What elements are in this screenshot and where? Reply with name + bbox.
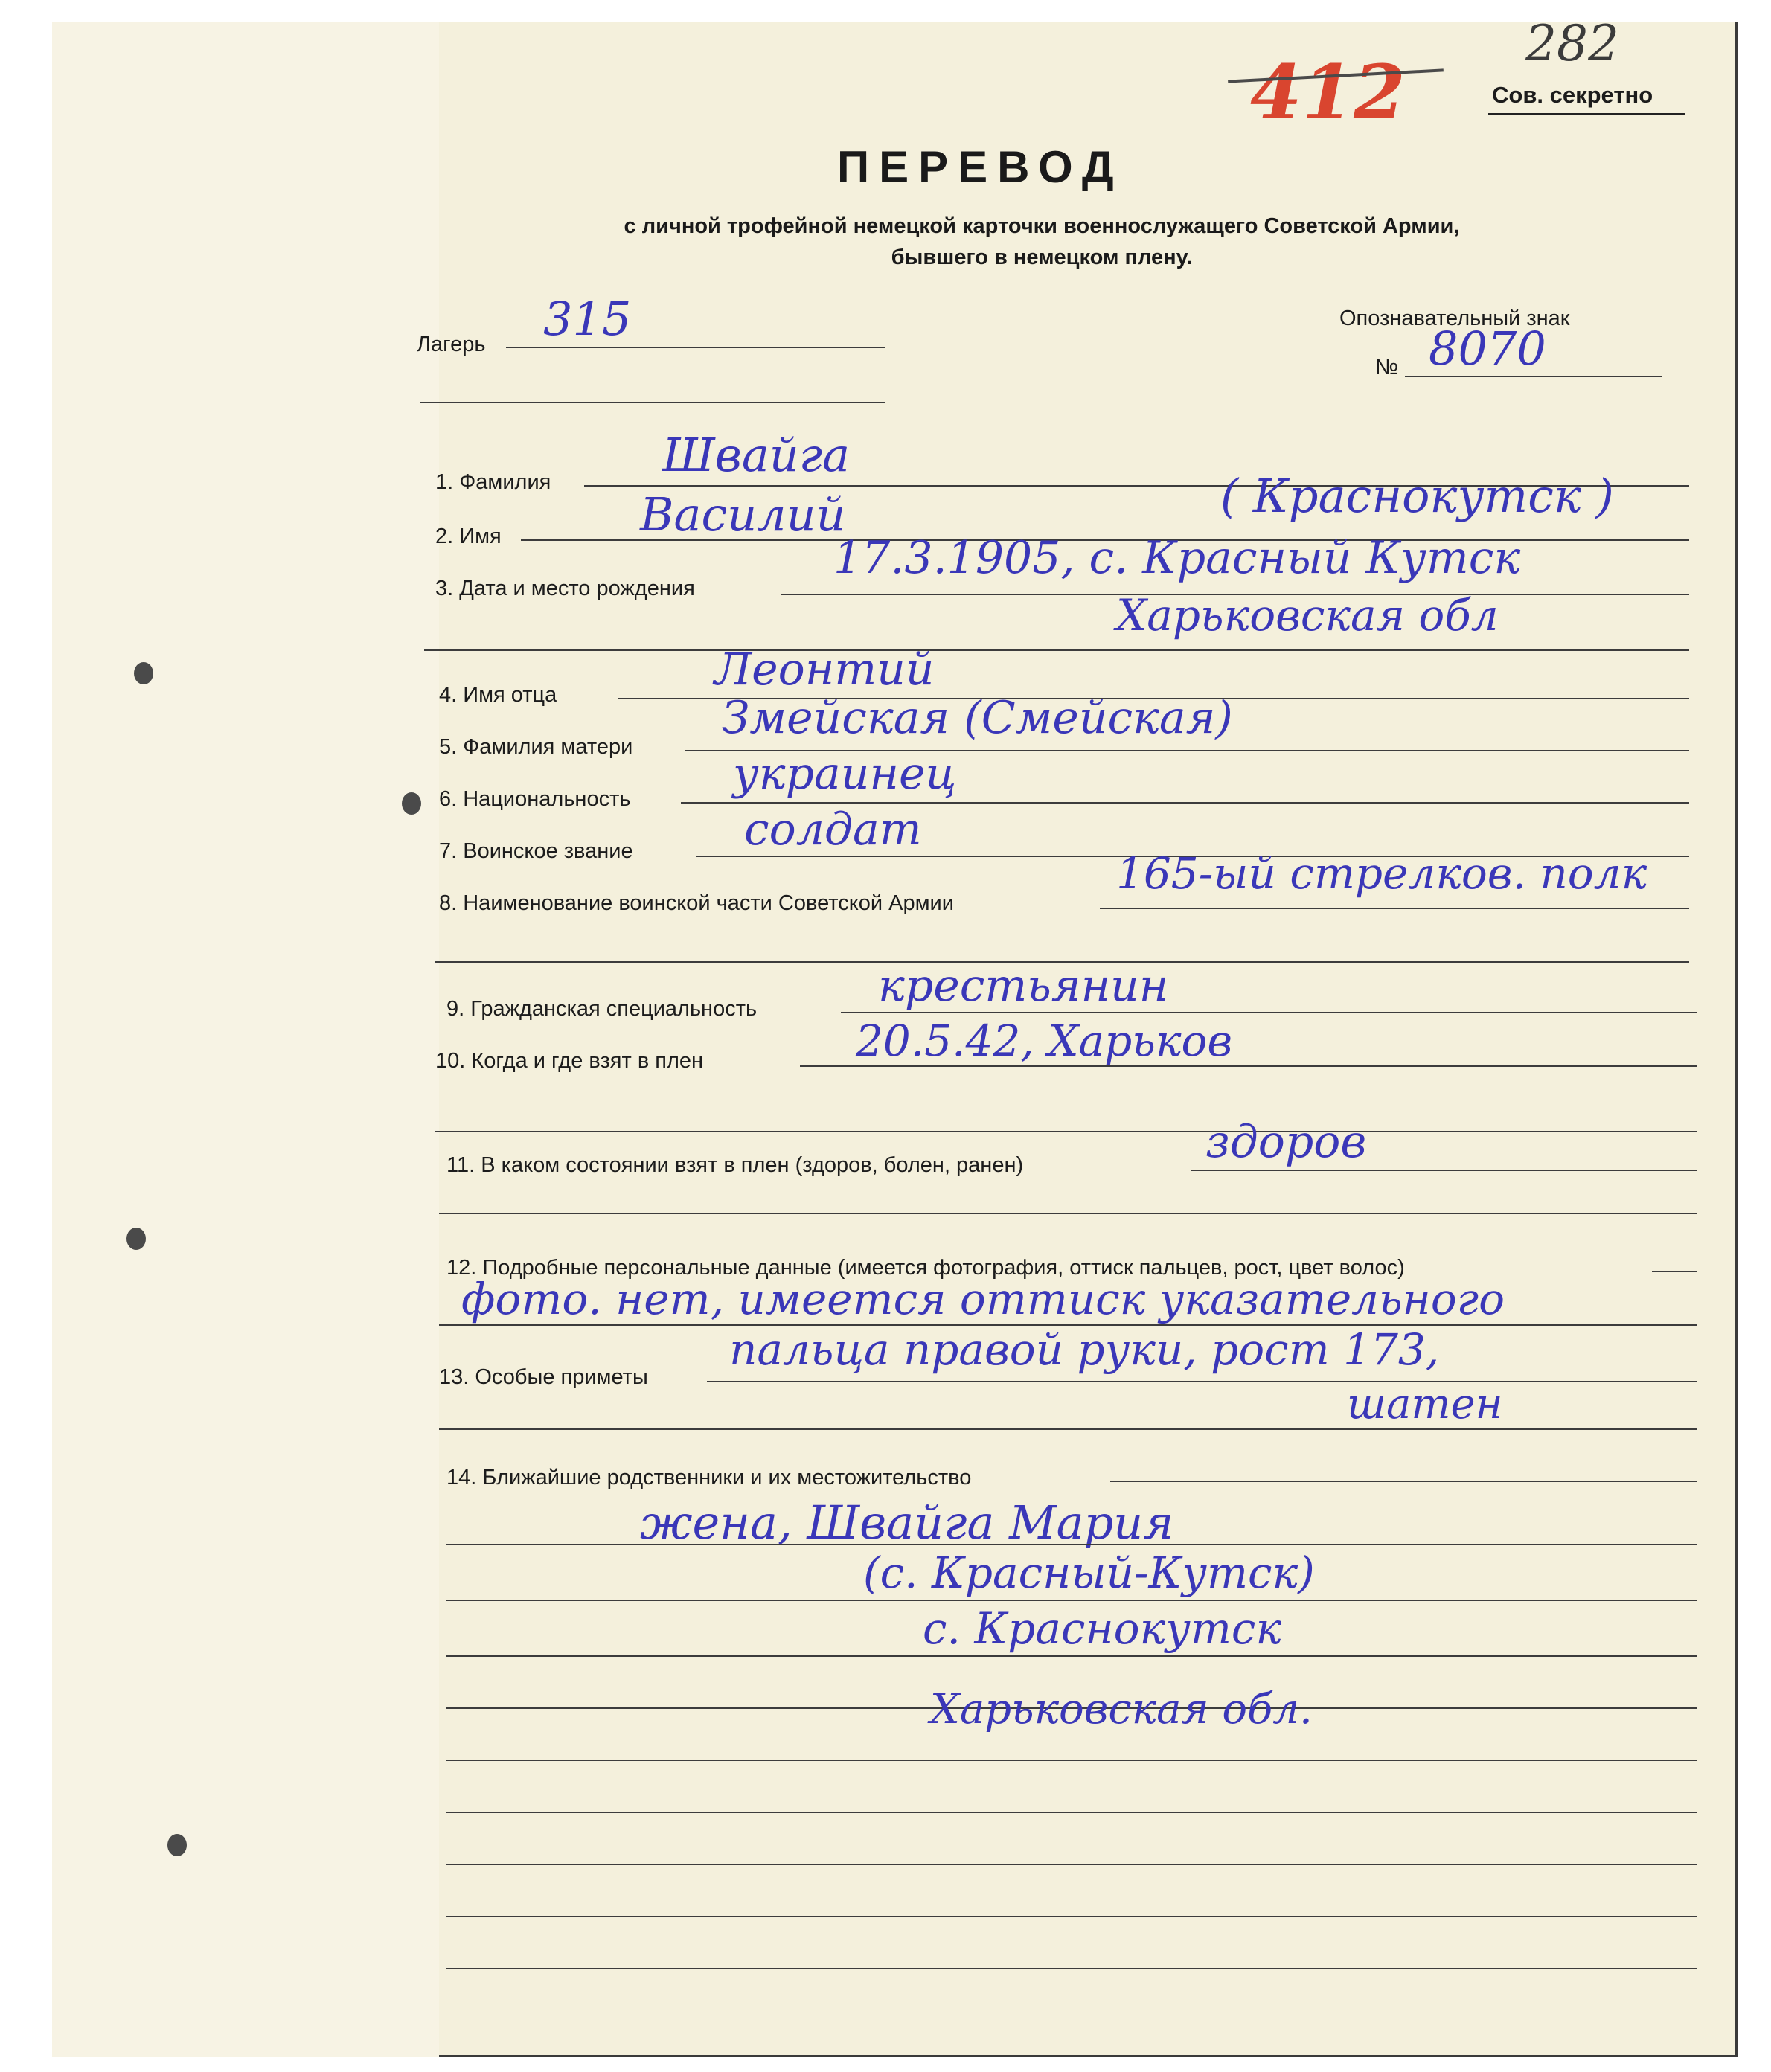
field-4-label: 4. Имя отца: [439, 683, 557, 707]
archive-number: 282: [1525, 15, 1619, 72]
field-10-value: 20.5.42, Харьков: [856, 1016, 1233, 1066]
field-14-value-line4: Харьковская обл.: [930, 1685, 1313, 1733]
field-1-label: 1. Фамилия: [435, 470, 551, 494]
field-14-label: 14. Ближайшие родственники и их местожительство: [446, 1466, 972, 1489]
field-9-label: 9. Гражданская специальность: [446, 997, 758, 1021]
page-title: ПЕРЕВОД: [837, 142, 1124, 192]
field-8-line: [1100, 908, 1689, 909]
blank-line: [446, 1760, 1697, 1761]
field-14-line-4: [446, 1655, 1697, 1657]
blank-line: [446, 1812, 1697, 1813]
punch-hole: [126, 1228, 146, 1250]
field-7-label: 7. Воинское звание: [439, 839, 633, 863]
id-number-value: 8070: [1429, 321, 1546, 376]
id-mark-label: Опознавательный знак: [1339, 307, 1570, 330]
field-11-line: [1191, 1170, 1697, 1171]
field-2-value: Василий: [640, 487, 846, 542]
field-14-value-line2: (с. Красный-Кутск): [863, 1547, 1315, 1598]
field-12-line: [1652, 1271, 1697, 1272]
field-11-value: здоров: [1205, 1116, 1367, 1168]
field-14-line: [1110, 1481, 1697, 1482]
field-13-label: 13. Особые приметы: [439, 1365, 648, 1389]
field-3-value-2: Харьковская обл: [1116, 590, 1499, 641]
left-margin-strip: [52, 22, 439, 2057]
camp-line: [506, 347, 886, 348]
field-9-value: крестьянин: [878, 960, 1169, 1012]
field-4-value: Леонтий: [714, 644, 935, 696]
field-14-line-2: [446, 1544, 1697, 1545]
field-11-label: 11. В каком состоянии взят в плен (здоров, болен, ранен): [446, 1153, 1024, 1177]
id-number-line: [1405, 376, 1662, 377]
classification-stamp: Сов. секретно: [1492, 82, 1653, 108]
field-14-line-3: [446, 1600, 1697, 1601]
field-3-value: 17.3.1905, с. Красный Кутск: [833, 532, 1521, 584]
punch-hole: [402, 792, 421, 815]
field-8-value: 165-ый стрелков. полк: [1116, 848, 1647, 899]
field-8-label: 8. Наименование воинской части Советской Армии: [439, 891, 954, 915]
field-12-label: 12. Подробные персональные данные (имеется фотография, оттиск пальцев, рост, цвет волос): [446, 1256, 1405, 1280]
blank-line: [446, 1968, 1697, 1969]
field-13-value-2: шатен: [1347, 1380, 1503, 1428]
field-5-label: 5. Фамилия матери: [439, 735, 633, 759]
field-2-label: 2. Имя: [435, 525, 502, 548]
field-1-value: Швайга: [662, 428, 851, 482]
field-7-value: солдат: [744, 804, 922, 856]
subtitle-line2: бывшего в немецком плену.: [891, 246, 1193, 269]
field-5-value: Змейская (Смейская): [722, 692, 1233, 744]
punch-hole: [167, 1834, 187, 1856]
field-3-line-2: [424, 649, 1689, 651]
field-3-label: 3. Дата и место рождения: [435, 577, 695, 600]
field-13-line-2: [439, 1428, 1697, 1430]
punch-hole: [134, 662, 153, 684]
classification-underline: [1488, 113, 1685, 115]
field-13-value: пальца правой руки, рост 173,: [729, 1324, 1440, 1375]
camp-line-2: [420, 402, 886, 403]
field-13-line: [707, 1381, 1697, 1382]
blank-line: [446, 1864, 1697, 1865]
field-10-label: 10. Когда и где взят в плен: [435, 1049, 704, 1073]
field-6-label: 6. Национальность: [439, 787, 631, 811]
field-10-line-2: [435, 1131, 1697, 1132]
field-9-line: [841, 1012, 1697, 1013]
field-14-value-line1: жена, Швайга Мария: [640, 1495, 1174, 1550]
id-number-label: №: [1375, 356, 1399, 379]
field-12-value: фото. нет, имеется оттиск указательного: [461, 1274, 1505, 1324]
blank-line: [446, 1916, 1697, 1917]
crossed-number: 412: [1250, 48, 1406, 136]
field-2-extra: ( Краснокутск ): [1220, 469, 1614, 523]
camp-label: Лагерь: [417, 333, 486, 356]
camp-value: 315: [543, 292, 632, 346]
field-14-value-line3: с. Краснокутск: [923, 1603, 1281, 1654]
subtitle-line1: с личной трофейной немецкой карточки военнослужащего Советской Армии,: [624, 214, 1460, 238]
field-6-value: украинец: [733, 748, 957, 800]
field-11-line-2: [439, 1213, 1697, 1214]
